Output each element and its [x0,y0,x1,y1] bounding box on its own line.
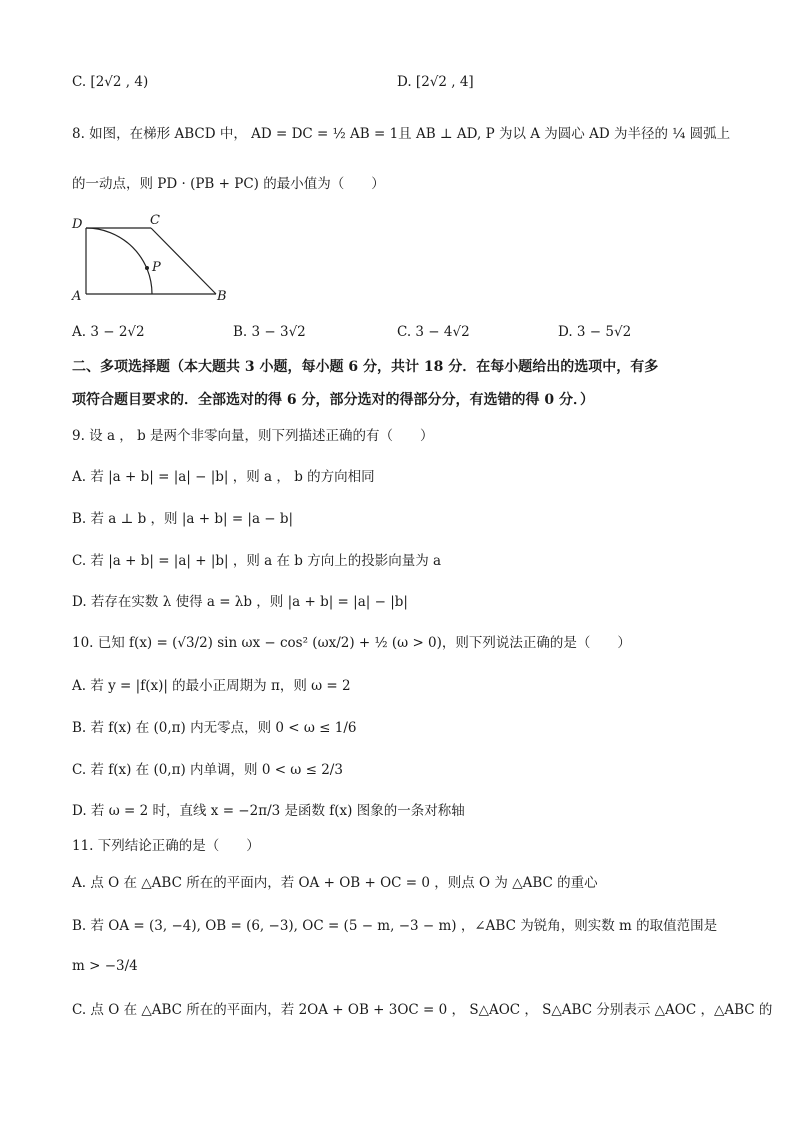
q10-option-b: B. 若 f(x) 在 (0,π) 内无零点，则 0 < ω ≤ 1/6 [72,720,357,736]
trapezoid-figure [66,212,246,304]
q8-option-d: D. 3 − 5√2 [558,324,632,340]
q9-option-d: D. 若存在实数 λ 使得 a = λb ，则 |a + b| = |a| − |b| [72,594,408,610]
point-p [145,266,149,270]
q11-option-b-line2: m > −3/4 [72,958,138,974]
q9-option-a: A. 若 |a + b| = |a| − |b| ，则 a ， b 的方向相同 [72,469,375,485]
label-c: C [150,213,160,228]
q9-option-c: C. 若 |a + b| = |a| + |b| ，则 a 在 b 方向上的投影向量为 a [72,553,442,569]
q10-option-c: C. 若 f(x) 在 (0,π) 内单调，则 0 < ω ≤ 2/3 [72,762,343,778]
q9-stem: 9. 设 a ， b 是两个非零向量，则下列描述正确的有（ ） [72,428,434,444]
q10-stem: 10. 已知 f(x) = (√3/2) sin ωx − cos² (ωx/2) + ½ (ω > 0)，则下列说法正确的是（ ） [72,635,631,651]
q11-option-b-line1: B. 若 OA = (3, −4), OB = (6, −3), OC = (5 − m, −3 − m) ，∠ABC 为锐角，则实数 m 的取值范围是 [72,918,718,934]
edge-cb [151,228,216,294]
q8-option-c: C. 3 − 4√2 [397,324,470,340]
quarter-arc [86,228,152,294]
q7-option-c: C. [2√2 , 4) [72,74,149,90]
label-a: A [72,289,82,304]
q8-option-b: B. 3 − 3√2 [233,324,306,340]
q10-option-a: A. 若 y = |f(x)| 的最小正周期为 π，则 ω = 2 [72,678,351,694]
q7-option-d: D. [2√2 , 4] [397,74,474,90]
label-d: D [72,217,83,232]
q8-stem-line2: 的一动点，则 PD · (PB + PC) 的最小值为（ ） [72,176,385,192]
label-p: P [152,260,161,275]
label-b: B [217,289,227,304]
q11-option-c: C. 点 O 在 △ABC 所在的平面内，若 2OA + OB + 3OC = 0 ， S△AOC ， S△ABC 分别表示 △AOC ，△ABC 的 [72,1002,773,1018]
q11-stem: 11. 下列结论正确的是（ ） [72,838,260,854]
section2-heading-line1: 二、多项选择题（本大题共 3 小题，每小题 6 分，共计 18 分．在每小题给出的选项中，有多 [72,359,659,375]
q9-option-b: B. 若 a ⊥ b ，则 |a + b| = |a − b| [72,511,294,527]
section2-heading-line2: 项符合题目要求的．全部选对的得 6 分，部分选对的得部分分，有选错的得 0 分．） [72,392,594,408]
q10-option-d: D. 若 ω = 2 时，直线 x = −2π/3 是函数 f(x) 图象的一条对称轴 [72,803,465,819]
q11-option-a: A. 点 O 在 △ABC 所在的平面内，若 OA + OB + OC = 0 ，则点 O 为 △ABC 的重心 [72,875,598,891]
q8-stem-line1: 8. 如图，在梯形 ABCD 中， AD = DC = ½ AB = 1且 AB ⊥ AD, P 为以 A 为圆心 AD 为半径的 ¼ 圆弧上 [72,126,731,142]
q8-option-a: A. 3 − 2√2 [72,324,145,340]
